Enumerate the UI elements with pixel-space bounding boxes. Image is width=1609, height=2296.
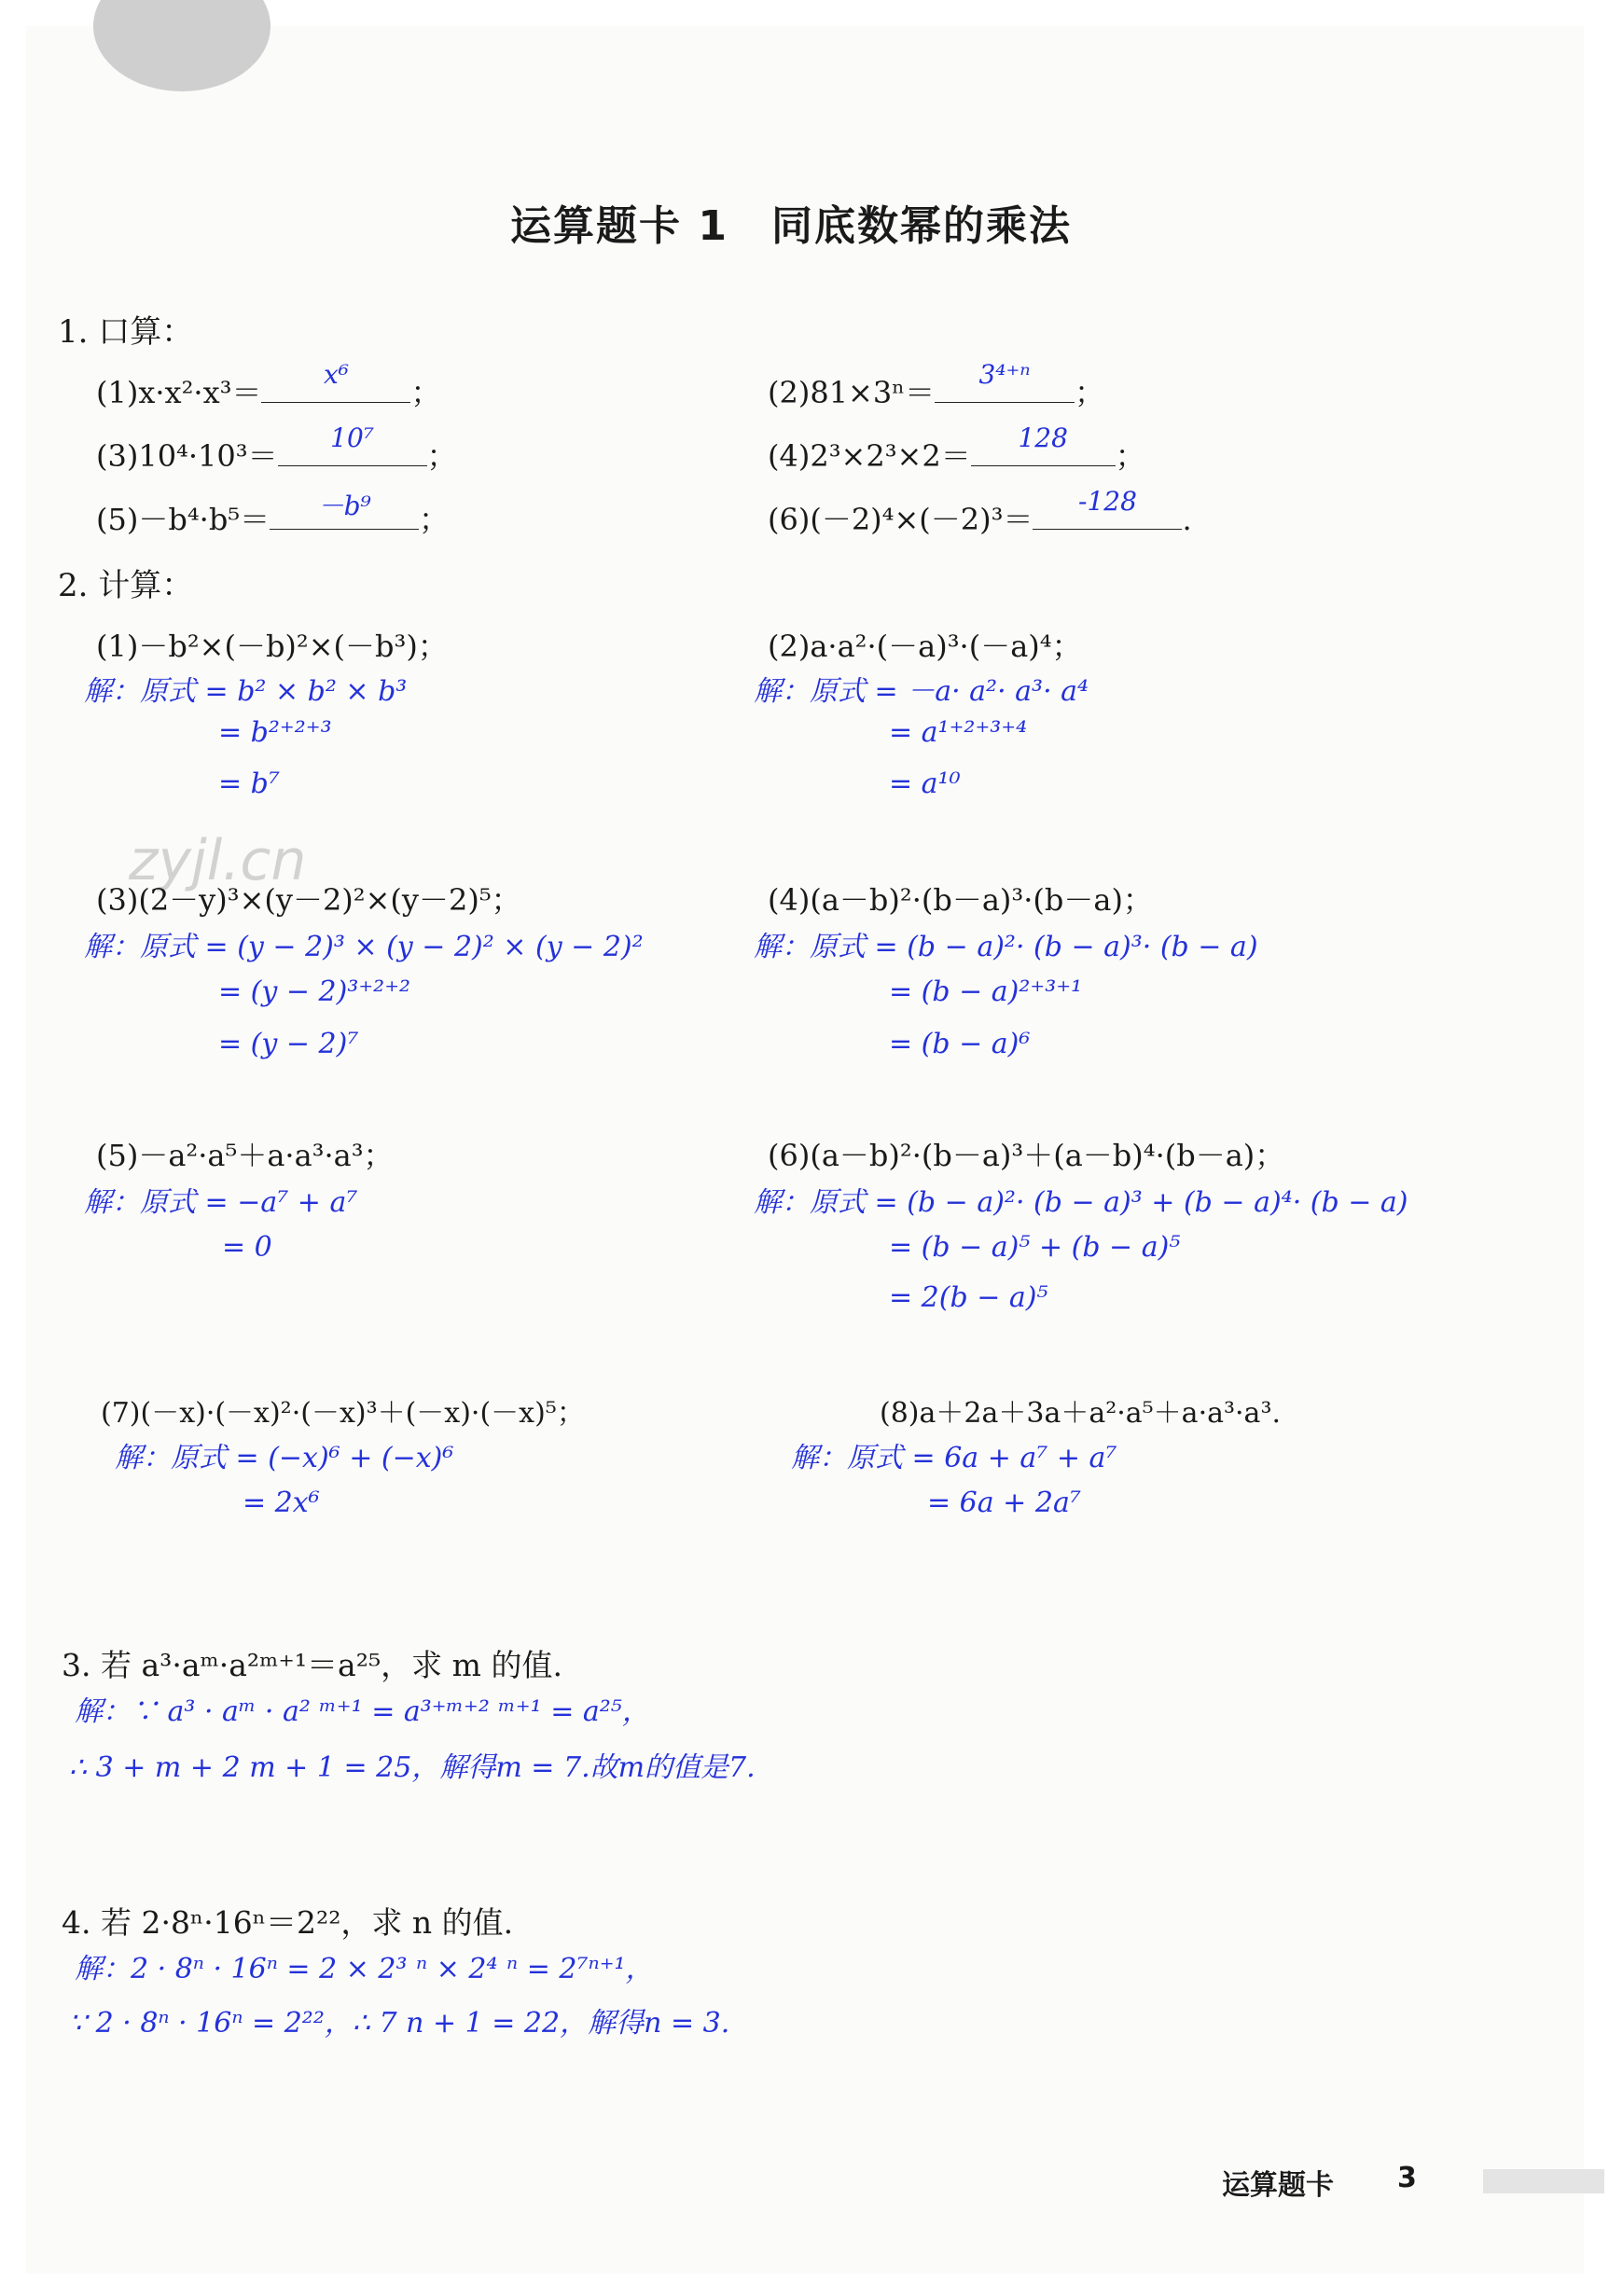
question-end: ；	[410, 375, 441, 410]
calc-question-7: (7)(－x)·(－x)²·(－x)³＋(－x)·(－x)⁵；	[101, 1397, 585, 1430]
solution-3-line-1: 解：原式 = (y − 2)³ × (y − 2)² × (y − 2)²	[84, 931, 644, 963]
answer-blank	[1033, 486, 1182, 530]
answer-text: 3⁴⁺ⁿ	[978, 359, 1031, 390]
page-title: 运算题卡 1 同底数幂的乘法	[510, 202, 1072, 250]
answer-blank	[261, 359, 410, 403]
question-3-solution-line-2: ∴ 3 + m + 2 m + 1 = 25，解得m = 7.故m的值是7.	[69, 1751, 756, 1784]
question-end: ；	[426, 438, 457, 474]
solution-7-line-1: 解：原式 = (−x)⁶ + (−x)⁶	[115, 1442, 454, 1474]
question-end: .	[1182, 502, 1192, 537]
question-text: (1)x·x²·x³＝	[96, 375, 262, 410]
solution-1-line-1: 解：原式 = b² × b² × b³	[84, 675, 408, 708]
oral-question-1	[96, 359, 441, 412]
answer-text: －b⁹	[317, 491, 371, 521]
answer-text: 10⁷	[330, 422, 375, 453]
solution-8-line-1: 解：原式 = 6a + a⁷ + a⁷	[791, 1442, 1117, 1474]
oral-question-6	[768, 486, 1192, 539]
calc-question-2: (2)a·a²·(－a)³·(－a)⁴；	[768, 629, 1082, 664]
solution-2-line-3: = a¹⁰	[889, 768, 961, 800]
answer-blank	[270, 491, 419, 530]
worksheet-page	[26, 26, 1584, 2274]
question-end: ；	[1075, 375, 1105, 410]
question-end: ；	[1115, 438, 1145, 474]
question-text: (6)(－2)⁴×(－2)³＝	[768, 502, 1033, 537]
answer-blank	[935, 359, 1075, 403]
solution-4-line-1: 解：原式 = (b − a)²· (b − a)³· (b − a)	[754, 931, 1258, 963]
answer-text: x⁶	[323, 359, 349, 390]
solution-4-line-2: = (b − a)²⁺³⁺¹	[889, 975, 1083, 1008]
solution-7-line-2: = 2x⁶	[243, 1487, 320, 1519]
solution-8-line-2: = 6a + 2a⁷	[927, 1487, 1081, 1519]
solution-1-line-3: = b⁷	[218, 768, 280, 800]
footer-label: 运算题卡	[1222, 2169, 1334, 2202]
calc-question-5: (5)－a²·a⁵＋a·a³·a³；	[96, 1138, 394, 1173]
solution-2-line-2: = a¹⁺²⁺³⁺⁴	[889, 716, 1028, 749]
oral-question-5	[96, 491, 450, 539]
solution-4-line-3: = (b − a)⁶	[889, 1028, 1031, 1060]
question-text: (4)2³×2³×2＝	[768, 438, 971, 474]
calc-question-8: (8)a＋2a＋3a＋a²·a⁵＋a·a³·a³.	[880, 1397, 1282, 1430]
solution-3-line-3: = (y − 2)⁷	[218, 1028, 359, 1060]
calc-question-4: (4)(a－b)²·(b－a)³·(b－a)；	[768, 882, 1153, 918]
solution-6-line-2: = (b − a)⁵ + (b − a)⁵	[889, 1231, 1181, 1264]
solution-1-line-2: = b²⁺²⁺³	[218, 716, 332, 749]
answer-blank	[971, 422, 1116, 466]
answer-blank	[278, 422, 427, 466]
calc-question-3: (3)(2－y)³×(y－2)²×(y－2)⁵；	[96, 882, 521, 918]
oral-question-2	[768, 359, 1105, 412]
solution-6-line-1: 解：原式 = (b − a)²· (b − a)³ + (b − a)⁴· (b − a)	[754, 1186, 1408, 1219]
watermark: zyjl.cn	[129, 828, 307, 893]
question-4: 4. 若 2·8ⁿ·16ⁿ＝2²²，求 n 的值.	[62, 1904, 514, 1941]
question-text: (2)81×3ⁿ＝	[768, 375, 936, 410]
solution-3-line-2: = (y − 2)³⁺²⁺²	[218, 975, 411, 1008]
footer-decoration-bar	[1483, 2169, 1604, 2193]
oral-question-3	[96, 422, 457, 476]
question-4-solution-line-2: ∵ 2 · 8ⁿ · 16ⁿ = 2²²，∴ 7 n + 1 = 22，解得n = 3.	[69, 2007, 730, 2040]
answer-text: -128	[1078, 486, 1137, 517]
question-3: 3. 若 a³·aᵐ·a²ᵐ⁺¹＝a²⁵，求 m 的值.	[62, 1647, 562, 1683]
calc-question-1: (1)－b²×(－b)²×(－b³)；	[96, 629, 448, 664]
solution-2-line-1: 解：原式 = －a· a²· a³· a⁴	[754, 675, 1089, 708]
solution-5-line-1: 解：原式 = −a⁷ + a⁷	[84, 1186, 358, 1219]
section-2-heading: 2. 计算：	[58, 567, 194, 604]
page-number: 3	[1397, 2162, 1417, 2194]
question-text: (3)10⁴·10³＝	[96, 438, 278, 474]
answer-text: 128	[1018, 422, 1068, 453]
section-1-heading: 1. 口算：	[58, 313, 194, 351]
calc-question-6: (6)(a－b)²·(b－a)³＋(a－b)⁴·(b－a)；	[768, 1138, 1285, 1173]
question-text: (5)－b⁴·b⁵＝	[96, 502, 270, 537]
solution-5-line-2: = 0	[222, 1231, 272, 1264]
solution-6-line-3: = 2(b − a)⁵	[889, 1281, 1048, 1314]
question-3-solution-line-1: 解：∵ a³ · aᵐ · a² ᵐ⁺¹ = a³⁺ᵐ⁺² ᵐ⁺¹ = a²⁵，	[75, 1695, 650, 1728]
corner-decoration	[93, 0, 270, 91]
oral-question-4	[768, 422, 1145, 476]
question-4-solution-line-1: 解：2 · 8ⁿ · 16ⁿ = 2 × 2³ ⁿ × 2⁴ ⁿ = 2⁷ⁿ⁺¹，	[75, 1953, 654, 1985]
question-end: ；	[419, 502, 450, 537]
